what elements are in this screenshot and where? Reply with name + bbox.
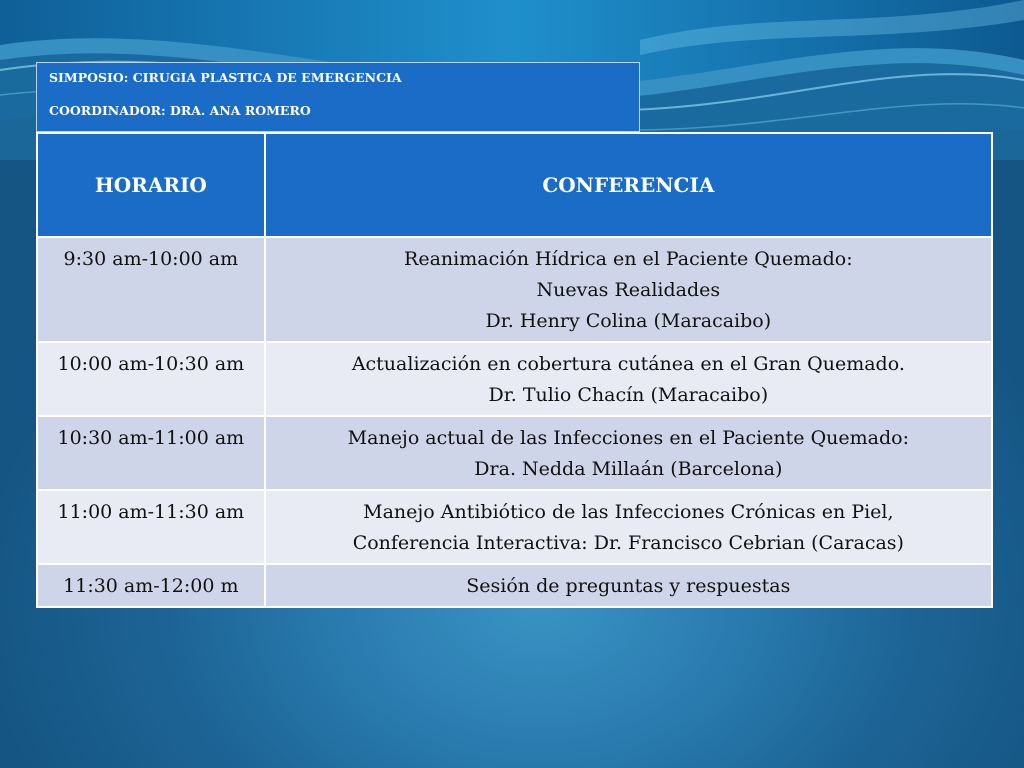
schedule-table <box>36 132 993 608</box>
time-cell: 11:00 am-11:30 am <box>37 490 265 564</box>
time-cell: 11:30 am-12:00 m <box>37 564 265 607</box>
conference-line: Reanimación Hídrica en el Paciente Quemado: <box>404 248 853 270</box>
conference-line: Conferencia Interactiva: Dr. Francisco Cebrian (Caracas) <box>352 532 904 554</box>
conference-line: Sesión de preguntas y respuestas <box>466 575 791 597</box>
table-header-row <box>37 133 992 237</box>
conference-line: Actualización en cobertura cutánea en el Gran Quemado. <box>351 353 905 375</box>
conference-line: Manejo actual de las Infecciones en el Paciente Quemado: <box>347 427 909 449</box>
table-row <box>37 342 992 416</box>
conference-cell <box>265 490 992 564</box>
table-row <box>37 490 992 564</box>
conference-line: Dr. Tulio Chacín (Maracaibo) <box>488 384 769 406</box>
table-row <box>37 237 992 342</box>
conference-cell <box>265 416 992 490</box>
conference-line: Dr. Henry Colina (Maracaibo) <box>485 310 772 332</box>
column-header-conferencia: CONFERENCIA <box>265 133 992 237</box>
time-cell: 9:30 am-10:00 am <box>37 237 265 342</box>
conference-line: Manejo Antibiótico de las Infecciones Crónicas en Piel, <box>363 501 894 523</box>
conference-cell <box>265 564 992 607</box>
table-row <box>37 416 992 490</box>
conference-cell <box>265 342 992 416</box>
symposium-header <box>36 62 640 132</box>
conference-line: Dra. Nedda Millaán (Barcelona) <box>474 458 783 480</box>
table-row <box>37 564 992 607</box>
column-header-horario: HORARIO <box>37 133 265 237</box>
conference-line: Nuevas Realidades <box>536 279 721 301</box>
conference-cell <box>265 237 992 342</box>
coordinator-label: COORDINADOR: DRA. ANA ROMERO <box>49 103 311 118</box>
time-cell: 10:30 am-11:00 am <box>37 416 265 490</box>
symposium-title: SIMPOSIO: CIRUGIA PLASTICA DE EMERGENCIA <box>49 70 402 85</box>
time-cell: 10:00 am-10:30 am <box>37 342 265 416</box>
